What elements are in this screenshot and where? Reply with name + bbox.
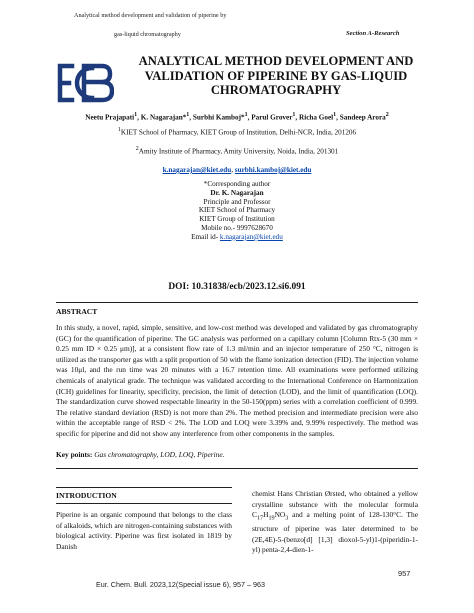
keypoints-value: Gas chromatography, LOD, LOQ, Piperine. [92,450,225,459]
author-sup: 1 [134,112,138,118]
email-separator: , [231,166,235,174]
corr-mobile: Mobile no.- 9997628670 [201,223,273,232]
intro-divider [56,503,232,504]
affiliation-text: Amity Institute of Pharmacy, Amity University, Noida, India, 201301 [138,147,339,156]
author-sup: 1 [292,112,296,118]
title-line-3: CHROMATOGRAPHY [210,83,342,98]
corr-name: Dr. K. Nagarajan [210,188,264,197]
author-name: Parul Grover [251,113,293,122]
affiliation-text: KIET School of Pharmacy, KIET Group of Institution, Delhi-NCR, India, 201206 [120,128,357,137]
title-line-1: ANALYTICAL METHOD DEVELOPMENT AND [138,54,414,68]
author-name: K. Nagarajan* [140,113,187,122]
divider [56,302,418,303]
journal-logo [56,60,114,106]
abstract-heading: ABSTRACT [56,307,98,316]
affiliation-sup: 2 [135,146,139,152]
author-sup: 2 [385,112,389,118]
corr-email-line [40,233,434,242]
email-link[interactable]: surbhi.kamboj@kiet.edu [234,166,312,174]
intro-text: and a melting point of 128-130°C. The structure of piperine was later determined to be (2E,4E)-5-(benzo[d] [1,3] dioxol-5-yl)1-(piperidin-1-yl) penta-2,4-dien-1- [252,510,418,555]
corr-org-1: KIET School of Pharmacy [198,206,276,215]
formula-sub: 3 [285,515,289,522]
formula-sub: 19 [268,515,275,522]
affiliation-sup: 1 [117,127,121,133]
divider [56,468,418,469]
corr-org-2: KIET Group of Institution [199,215,275,224]
footer-citation: Eur. Chem. Bull. 2023,12(Special issue 6), 957 – 963 [96,580,266,589]
email-link[interactable]: k.nagarajan@kiet.edu [162,166,232,174]
intro-text: chemist Hans Christian Ørsted, who obtained a yellow crystalline substance with the molecular formula C [252,489,418,520]
title-line-2: VALIDATION OF PIPERINE BY GAS-LIQUID [144,68,408,83]
running-head-line2: gas-liquid chromatography [114,31,181,38]
author-name: Richa Goel [299,113,334,122]
author-emails [40,166,434,174]
corr-label: *Corresponding author [203,180,271,188]
section-tag: Section A-Research [346,30,400,37]
corr-email-link[interactable]: k.nagarajan@kiet.edu [219,232,283,241]
author-name: Sandeep Arora [339,113,386,122]
running-head-line1: Analytical method development and validation of piperine by [74,12,227,19]
intro-divider [56,487,232,488]
corresponding-author-block [40,180,434,242]
page-number: 957 [398,569,411,578]
keypoints [56,450,418,459]
affiliation-1 [40,127,434,136]
author-sup: 1 [186,112,190,118]
author-list: Neetu Prajapati$^1$, K. Nagarajan*$^1$, Surbhi Kamboj*$^1$, Parul Grover$^1$, Richa Goel$^1$, Sandeep Arora$^2$ [85,112,389,122]
formula-part: H [263,510,269,520]
corr-role: Principle and Professor [203,197,271,206]
formula-sub: 17 [256,515,264,522]
author-name: Surbhi Kamboj* [192,113,245,122]
formula-part: NO [274,510,286,520]
intro-left-column: Piperine is an organic compound that belongs to the class of alkaloids, which are nitrogen-containing substances with biological activity. Piperine was first isolated in 1819 by Danish [56,510,232,551]
paper-title [118,54,434,98]
introduction-heading: INTRODUCTION [56,491,117,500]
affiliation-2 [40,146,434,155]
doi: DOI: 10.31838/ecb/2023.12.si6.091 [168,282,306,292]
author-name: Neetu Prajapati [85,113,135,122]
corr-email-label: Email id- [191,232,220,241]
keypoints-label: Key points: [56,450,93,459]
author-sup: 1 [244,112,248,118]
intro-right-column [252,489,418,556]
author-sup: 1 [333,112,337,118]
abstract-text: In this study, a novel, rapid, simple, sensitive, and low-cost method was developed and validated by gas chromatography (GC) for the quantification of piperine. The GC analysis was performed on a capillary column [Column Rtx-5 (30 mm × 0.25 mm ID × 0.25 μm)], at a consistent flow rate of 1.3 ml/min and an injector temperature of 250 °C, nitrogen is utilized as the transporter gas with a split proportion of 50 with the flame ionization detection (FID). The injection volume was 10μl, and the run time was 20 minutes with a 16.7 retention time. All examinations were performed utilizing chemicals of analytical grade. The technique was validated according to the International Conference on Harmonization (ICH) guidelines for linearity, specificity, precision, the limit of detection (LOD), and the limit of quantification (LOQ). The standardization curve showed respectable linearity in the 50-150(ppm) series with a correlation coefficient of 0.999. The relative standard deviation (RSD) is not more than 2%. The method precision and intermediate precision were also within the acceptable range of RSD < 2%. The LOD and LOQ were 3.39% and, 9.99% respectively. The method was specific for piperine and did not show any interference from other components in the samples. [56,323,418,438]
